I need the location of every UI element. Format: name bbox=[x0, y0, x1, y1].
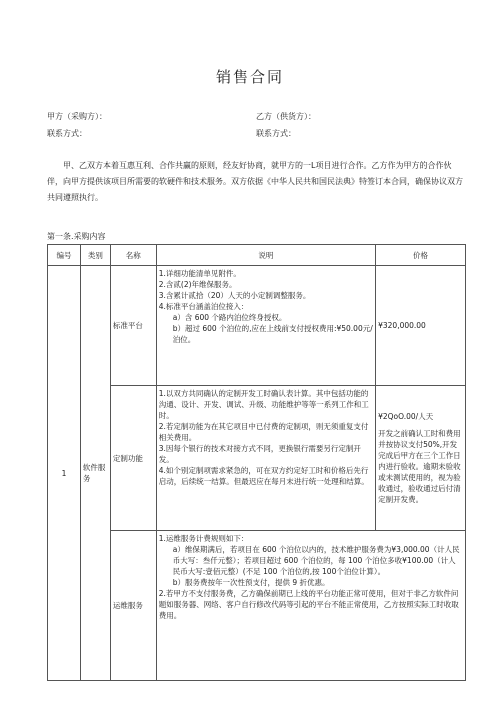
desc-subitem: a）维保期满后，若项目在 600 个泊位以内的，技术维护服务费为¥3,000.00（计人民币大写：叁仟元整）；若项目超过 600 个泊位的，每 100 个泊位多收¥100.00（计人民币大写:壹佰元整）(不足 100 个泊位的,按 100个泊位计算）。 bbox=[172, 545, 460, 576]
header-no: 编号 bbox=[48, 245, 81, 266]
table-header-row bbox=[48, 245, 466, 266]
header-name: 名称 bbox=[110, 245, 156, 266]
section-title: 第一条.采购内容 bbox=[47, 232, 106, 241]
party-b-contact-label: 联系方式： bbox=[256, 129, 296, 138]
table-row bbox=[48, 531, 466, 681]
desc-item: 1.详细功能清单见附件。 bbox=[158, 269, 241, 278]
desc-item: 4.标准平台涵盖泊位接入： bbox=[158, 302, 249, 311]
desc-subitem: a）含 600 个路内泊位终身授权。 bbox=[172, 313, 287, 322]
row-name: 标准平台 bbox=[110, 266, 156, 386]
intro-paragraph: 甲、乙双方本着互惠互利、合作共赢的原则，经友好协商，就甲方的一L项目进行合作。乙方作为甲方的合作伙伴，向甲方提供该项目所需要的软硬件和技术服务。双方依据《中华人民共和国民法典》特签订本合同，确保协议双方共同遵照执行。 bbox=[47, 161, 463, 202]
desc-item: 2.若定制功能为在其它项目中已付费的定制项，则无须重复支付相关费用。 bbox=[158, 422, 369, 442]
desc-item: 2.含贰(2)年维保服务。 bbox=[158, 280, 237, 289]
desc-item: 4.如个别定制项需求紧急的，可在双方约定好工时和价格后先行启动，后续统一结算。但最迟应在每月末进行统一处理和结算。 bbox=[158, 466, 369, 486]
row-name: 定制功能 bbox=[110, 386, 156, 531]
desc-item: 3.因每个银行的技术对接方式不同，更换银行需要另行定制开发。 bbox=[158, 444, 361, 464]
desc-item: 1.以双方共同确认的定制开发工时确认表计算。其中包括功能的沟通、设计、开发、调试、升级、功能维护等等一系列工作和工时。 bbox=[158, 389, 369, 420]
row-price: ¥320,000.00 bbox=[376, 266, 466, 386]
row-name: 运维服务 bbox=[110, 531, 156, 681]
price-terms: 开发之前确认工时和费用并按协议支付50%,开发完成后甲方在三个工作日内进行验收。逾期未验收或未测试使用的，视为验收通过，验收通过后付清定制开发费。 bbox=[378, 429, 461, 504]
desc-item: 2.若甲方不支付服务费，乙方确保前期已上线的平台功能正常可使用，但对于非乙方软件问题如服务器、网络、客户自行修改代码等引起的平台不能正常使用，乙方按照实际工时收取费用。 bbox=[158, 589, 459, 620]
party-b-label: 乙方（供货方）： bbox=[256, 112, 316, 121]
desc-item: 3.含累计贰拾（20）人天的小定制调整服务。 bbox=[158, 291, 311, 300]
header-desc: 说明 bbox=[156, 245, 375, 266]
row-desc bbox=[156, 266, 375, 386]
row-price bbox=[376, 386, 466, 531]
row-desc bbox=[156, 386, 375, 531]
document-title: 销售合同 bbox=[215, 68, 284, 86]
price-rate: ¥2QoO.00/人天 bbox=[378, 412, 434, 421]
desc-subitem: b）超过 600 个泊位的,应在上线前支付授权费用:¥50.00元/泊位。 bbox=[172, 324, 373, 344]
group-category: 软件服务 bbox=[80, 266, 110, 681]
desc-item: 1.运维服务计费规则如下： bbox=[158, 534, 249, 543]
desc-subitem: b）服务费按年一次性预支付，提供 9 折优惠。 bbox=[172, 578, 330, 587]
procurement-table bbox=[47, 244, 466, 681]
header-price: 价格 bbox=[376, 245, 466, 266]
party-a-label: 甲方（采购方）： bbox=[47, 112, 107, 121]
row-desc bbox=[156, 531, 465, 681]
party-a-contact-label: 联系方式： bbox=[47, 129, 87, 138]
table-row bbox=[48, 386, 466, 531]
header-category: 类别 bbox=[80, 245, 110, 266]
group-no: 1 bbox=[48, 266, 81, 681]
table-row bbox=[48, 266, 466, 386]
